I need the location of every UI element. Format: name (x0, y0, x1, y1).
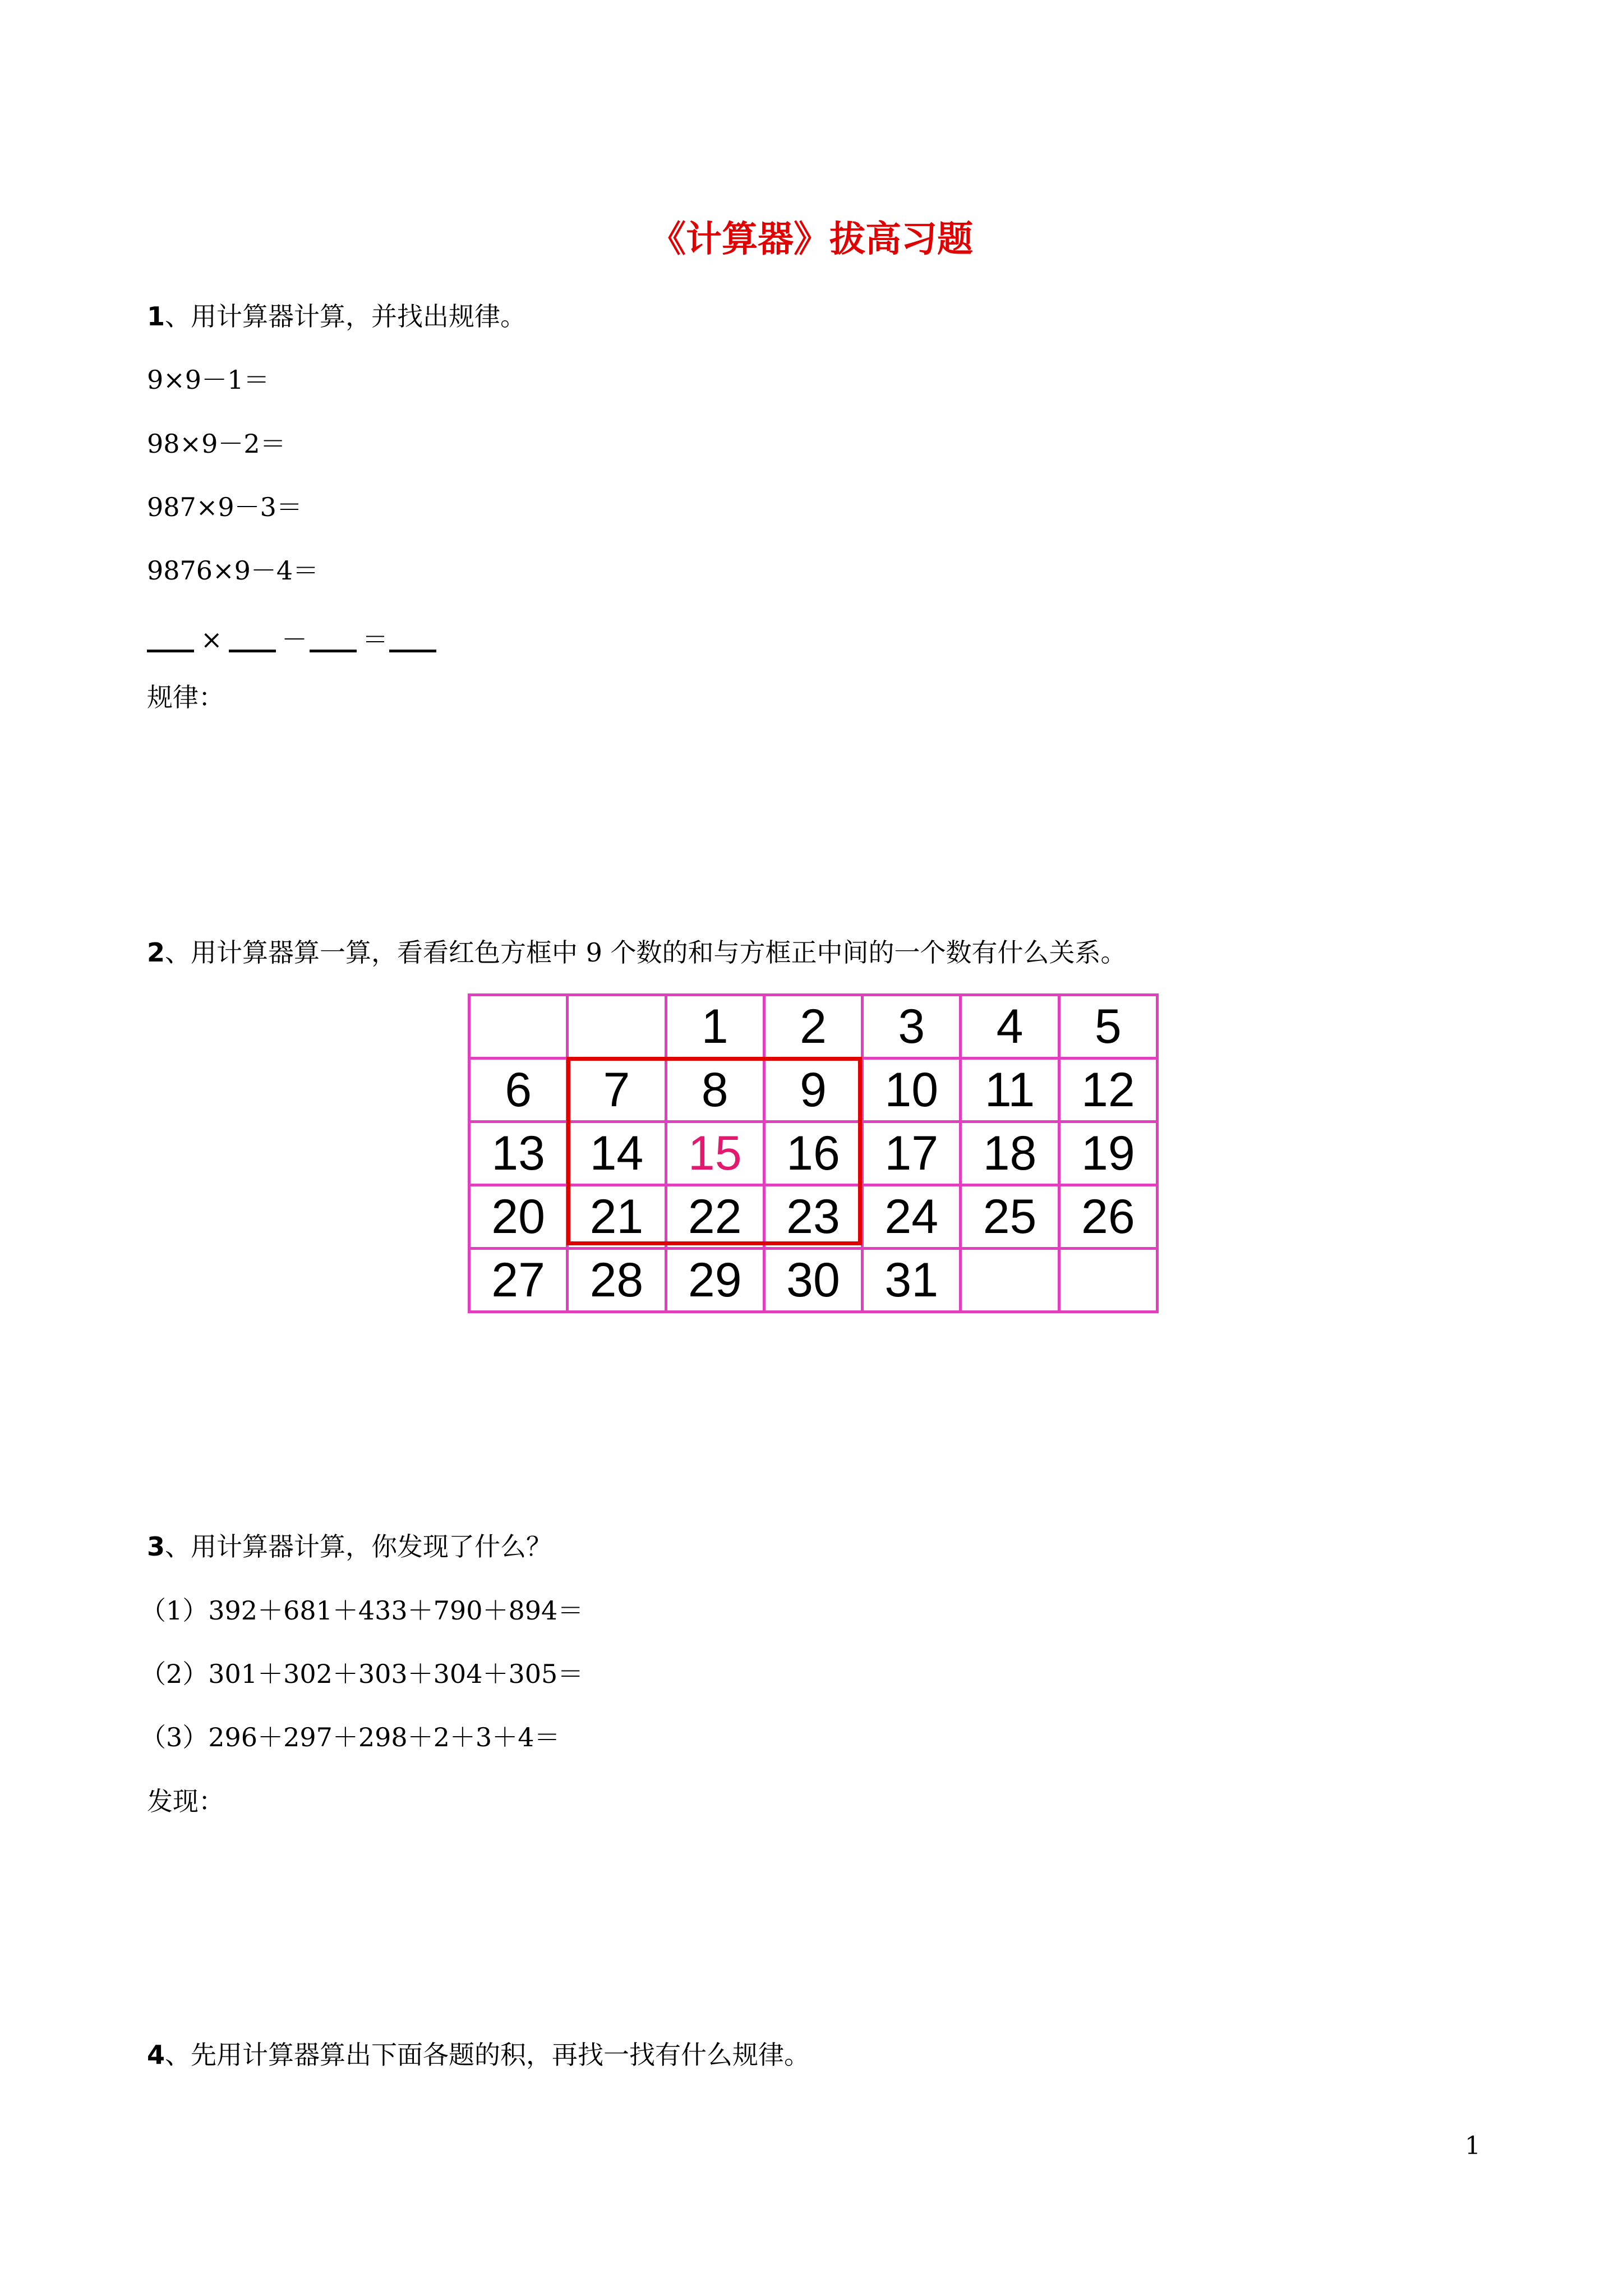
grid-cell: 5 (1059, 995, 1157, 1059)
grid-row (469, 1249, 1158, 1312)
grid-cell: 18 (961, 1122, 1059, 1185)
grid-cell: 28 (568, 1249, 666, 1312)
q3-line-3: （3）296＋297＋298＋2＋3＋4＝ (140, 1722, 560, 1752)
q3-line-1: （1）392＋681＋433＋790＋894＝ (140, 1595, 584, 1626)
grid-cell: 9 (764, 1059, 862, 1122)
grid-cell: 14 (568, 1122, 666, 1185)
grid-cell: 24 (863, 1185, 961, 1249)
grid-cell: 1 (666, 995, 764, 1059)
grid-cell: 16 (764, 1122, 862, 1185)
grid-cell: 26 (1059, 1185, 1157, 1249)
grid-cell: 3 (863, 995, 961, 1059)
grid-cell: 22 (666, 1185, 764, 1249)
q1-text: 、用计算器计算，并找出规律。 (165, 301, 527, 332)
answer-blank[interactable] (229, 650, 276, 652)
equals-sign: ＝ (362, 624, 388, 655)
q1-line-2: 98×9－2＝ (147, 429, 286, 459)
q3-text: 、用计算器计算，你发现了什么？ (165, 1531, 552, 1562)
grid-cell-center: 15 (666, 1122, 764, 1185)
grid-cell (469, 995, 568, 1059)
answer-blank[interactable] (147, 650, 194, 652)
q2-prompt (147, 936, 1127, 969)
grid-cell: 23 (764, 1185, 862, 1249)
grid-row (469, 995, 1158, 1059)
grid-cell: 2 (764, 995, 862, 1059)
q4-number: 4 (147, 2040, 165, 2070)
grid-cell: 19 (1059, 1122, 1157, 1185)
q1-number: 1 (147, 301, 165, 332)
grid-cell: 29 (666, 1249, 764, 1312)
page-title: 《计算器》拔高习题 (650, 219, 973, 260)
grid-cell: 4 (961, 995, 1059, 1059)
q1-line-3: 987×9－3＝ (147, 492, 302, 522)
grid-cell: 21 (568, 1185, 666, 1249)
grid-cell: 25 (961, 1185, 1059, 1249)
grid-cell: 17 (863, 1122, 961, 1185)
q3-discovery-label: 发现： (147, 1786, 224, 1816)
grid-row (469, 1185, 1158, 1249)
grid-cell: 6 (469, 1059, 568, 1122)
q1-line-1: 9×9－1＝ (147, 365, 270, 395)
grid-cell: 12 (1059, 1059, 1157, 1122)
grid-row (469, 1122, 1158, 1185)
q4-text: 、先用计算器算出下面各题的积，再找一找有什么规律。 (165, 2040, 810, 2070)
grid-cell: 7 (568, 1059, 666, 1122)
q3-line-2: （2）301＋302＋303＋304＋305＝ (140, 1659, 584, 1689)
q1-pattern-label: 规律： (147, 682, 224, 712)
calendar-grid (468, 993, 1159, 1313)
grid-cell: 13 (469, 1122, 568, 1185)
grid-cell (1059, 1249, 1157, 1312)
q3-prompt (147, 1530, 552, 1563)
q4-prompt (147, 2038, 810, 2072)
grid-cell (568, 995, 666, 1059)
grid-cell: 8 (666, 1059, 764, 1122)
q2-text: 、用计算器算一算，看看红色方框中 9 个数的和与方框正中间的一个数有什么关系。 (165, 937, 1127, 968)
grid-cell: 11 (961, 1059, 1059, 1122)
q2-number: 2 (147, 937, 165, 968)
grid-cell: 31 (863, 1249, 961, 1312)
answer-blank[interactable] (310, 650, 357, 652)
grid-cell: 27 (469, 1249, 568, 1312)
q1-blank-equation (147, 623, 439, 656)
grid-cell (961, 1249, 1059, 1312)
minus-sign: － (282, 624, 307, 655)
q1-prompt (147, 300, 526, 333)
grid-row (469, 1059, 1158, 1122)
times-sign: × (201, 624, 223, 655)
grid-cell: 20 (469, 1185, 568, 1249)
q1-line-4: 9876×9－4＝ (147, 555, 319, 586)
page-number: 1 (1465, 2132, 1481, 2160)
grid-cell: 30 (764, 1249, 862, 1312)
grid-cell: 10 (863, 1059, 961, 1122)
answer-blank[interactable] (389, 650, 436, 652)
q3-number: 3 (147, 1531, 165, 1562)
